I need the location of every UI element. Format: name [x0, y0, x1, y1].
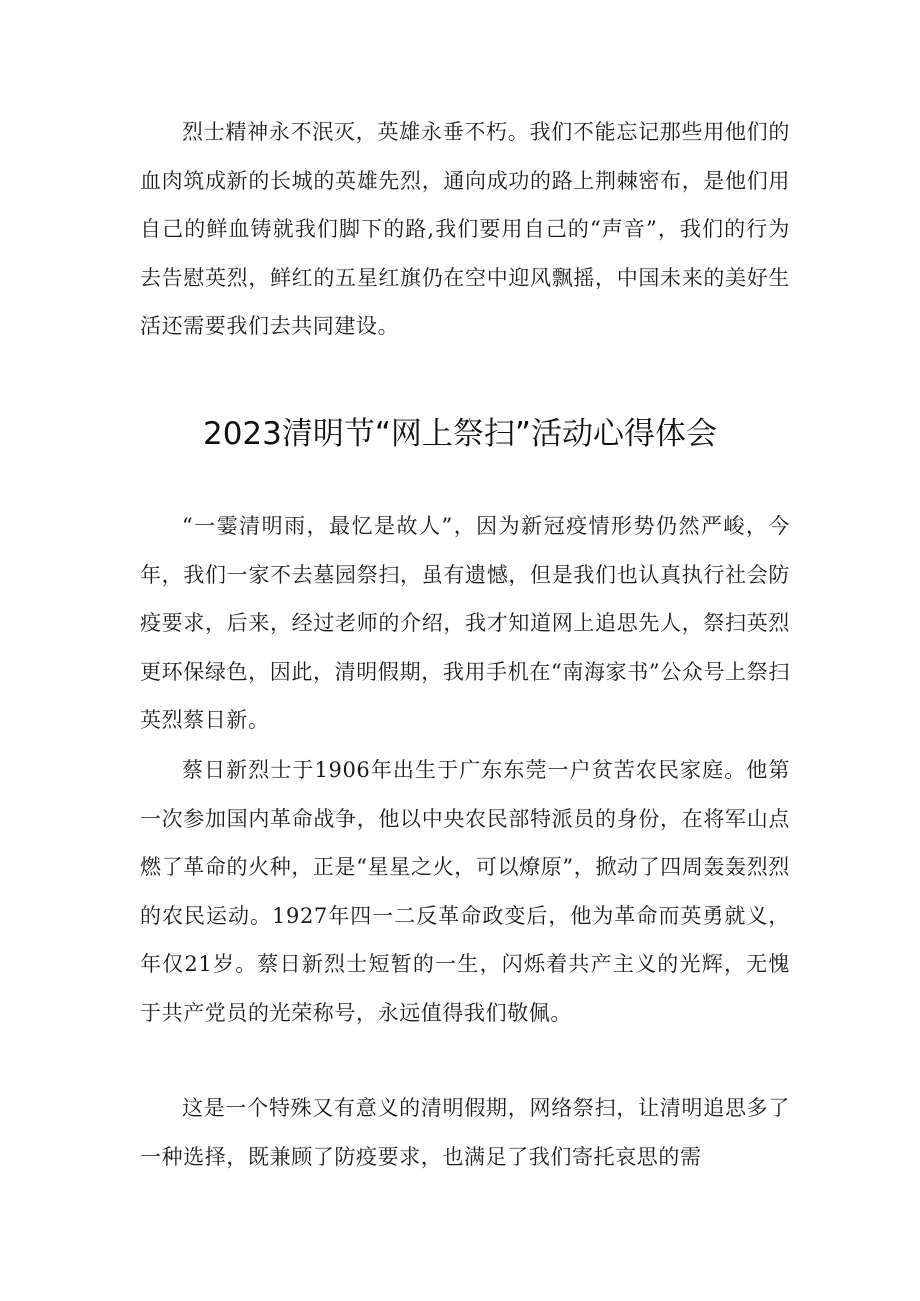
body-paragraph-2: 蔡日新烈士于1906年出生于广东东莞一户贫苦农民家庭。他第一次参加国内革命战争，他以中央农民部特派员的身份，在将军山点燃了革命的火种，正是“星星之火，可以燎原”，掀动了四周轰轰烈烈的农民运动。1927年四一二反革命政变后，他为革命而英勇就义，年仅21岁。蔡日新烈士短暂的一生，闪烁着共产主义的光辉，无愧于共产党员的光荣称号，永远值得我们敬佩。	[140, 758, 790, 1025]
document-title: 2023清明节“网上祭扫”活动心得体会	[202, 416, 717, 452]
body-paragraph-3: 这是一个特殊又有意义的清明假期，网络祭扫，让清明追思多了一种选择，既兼顾了防疫要求，也满足了我们寄托哀思的需	[140, 1096, 790, 1169]
intro-paragraph: 烈士精神永不泯灭，英雄永垂不朽。我们不能忘记那些用他们的血肉筑成新的长城的英雄先烈，通向成功的路上荆棘密布，是他们用自己的鲜血铸就我们脚下的路,我们要用自己的“声音”，我们的行为去告慰英烈，鲜红的五星红旗仍在空中迎风飘摇，中国未来的美好生活还需要我们去共同建设。	[140, 120, 790, 339]
body-paragraph-1: “一霎清明雨，最忆是故人”，因为新冠疫情形势仍然严峻，今年，我们一家不去墓园祭扫，虽有遗憾，但是我们也认真执行社会防疫要求，后来，经过老师的介绍，我才知道网上追思先人，祭扫英烈更环保绿色，因此，清明假期，我用手机在“南海家书”公众号上祭扫英烈蔡日新。	[140, 514, 790, 733]
